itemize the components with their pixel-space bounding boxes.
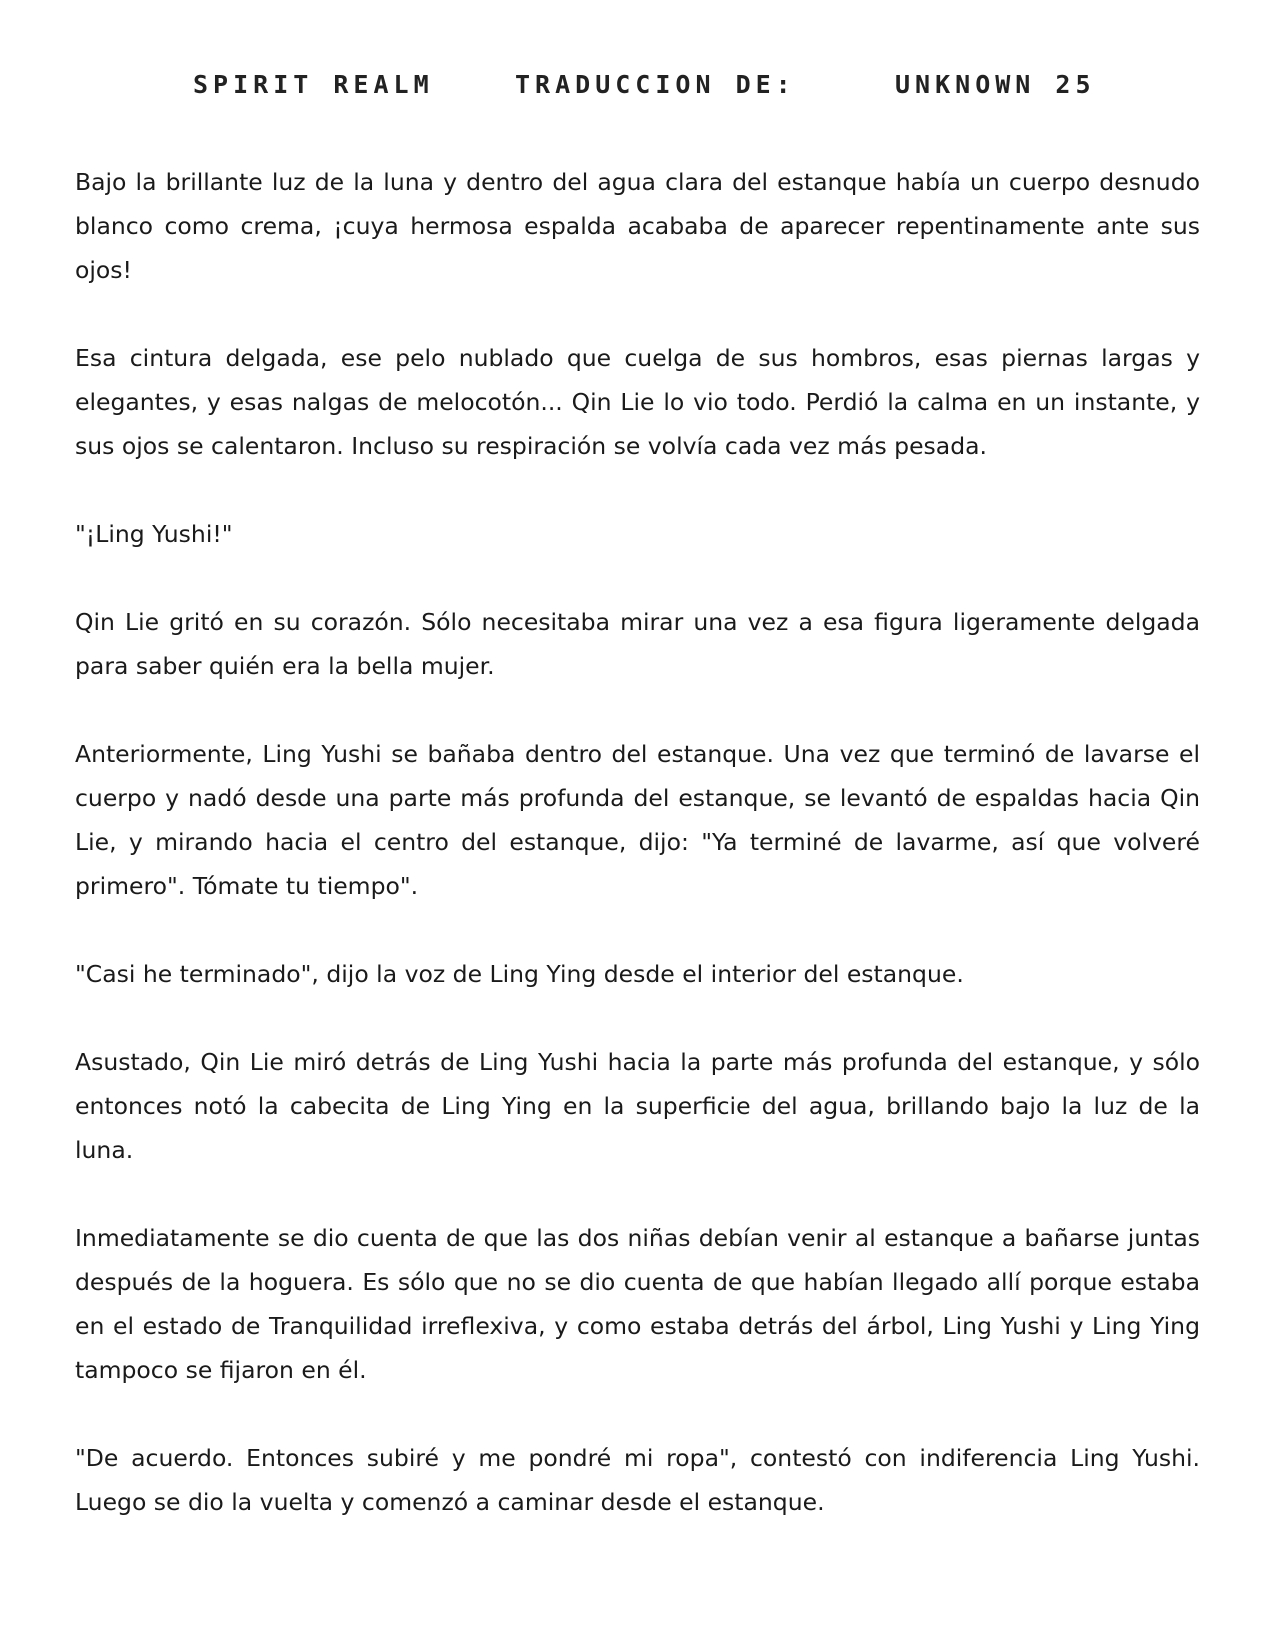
header-translator: UNKNOWN 25 — [895, 70, 1096, 99]
paragraph: Inmediatamente se dio cuenta de que las dos niñas debían venir al estanque a bañarse juntas después de la hoguera. Es sólo que no se dio cuenta de que habían llegado allí porque estaba en el estado de Tranquilidad irreflexiva, y como estaba detrás del árbol, Ling Yushi y Ling Ying tampoco se fijaron en él. — [75, 1224, 1200, 1384]
header-title: SPIRIT REALM — [193, 70, 434, 99]
paragraph: Esa cintura delgada, ese pelo nublado que cuelga de sus hombros, esas piernas largas y elegantes, y esas nalgas de melocotón... Qin Lie lo vio todo. Perdió la calma en un instante, y sus ojos se calentaron. Incluso su respiración se volvía cada vez más pesada. — [75, 344, 1200, 460]
paragraph: "¡Ling Yushi!" — [75, 520, 233, 548]
paragraph: Asustado, Qin Lie miró detrás de Ling Yushi hacia la parte más profunda del estanque, y sólo entonces notó la cabecita de Ling Ying en la superficie del agua, brillando bajo la luz de la luna. — [75, 1048, 1200, 1164]
paragraph: Bajo la brillante luz de la luna y dentro del agua clara del estanque había un cuerpo desnudo blanco como crema, ¡cuya hermosa espalda acababa de aparecer repentinamente ante sus ojos! — [75, 168, 1200, 284]
paragraph: Qin Lie gritó en su corazón. Sólo necesitaba mirar una vez a esa figura ligeramente delgada para saber quién era la bella mujer. — [75, 608, 1200, 680]
paragraph: Anteriormente, Ling Yushi se bañaba dentro del estanque. Una vez que terminó de lavarse el cuerpo y nadó desde una parte más profunda del estanque, se levantó de espaldas hacia Qin Lie, y mirando hacia el centro del estanque, dijo: "Ya terminé de lavarme, así que volveré primero". Tómate tu tiempo". — [75, 740, 1200, 900]
header-translation-label: TRADUCCION DE: — [515, 70, 796, 99]
page-header — [0, 70, 1275, 110]
document-body — [75, 160, 1200, 1568]
paragraph: "Casi he terminado", dijo la voz de Ling Ying desde el interior del estanque. — [75, 960, 964, 988]
paragraph: "De acuerdo. Entonces subiré y me pondré mi ropa", contestó con indiferencia Ling Yushi. Luego se dio la vuelta y comenzó a caminar desde el estanque. — [75, 1444, 1200, 1516]
